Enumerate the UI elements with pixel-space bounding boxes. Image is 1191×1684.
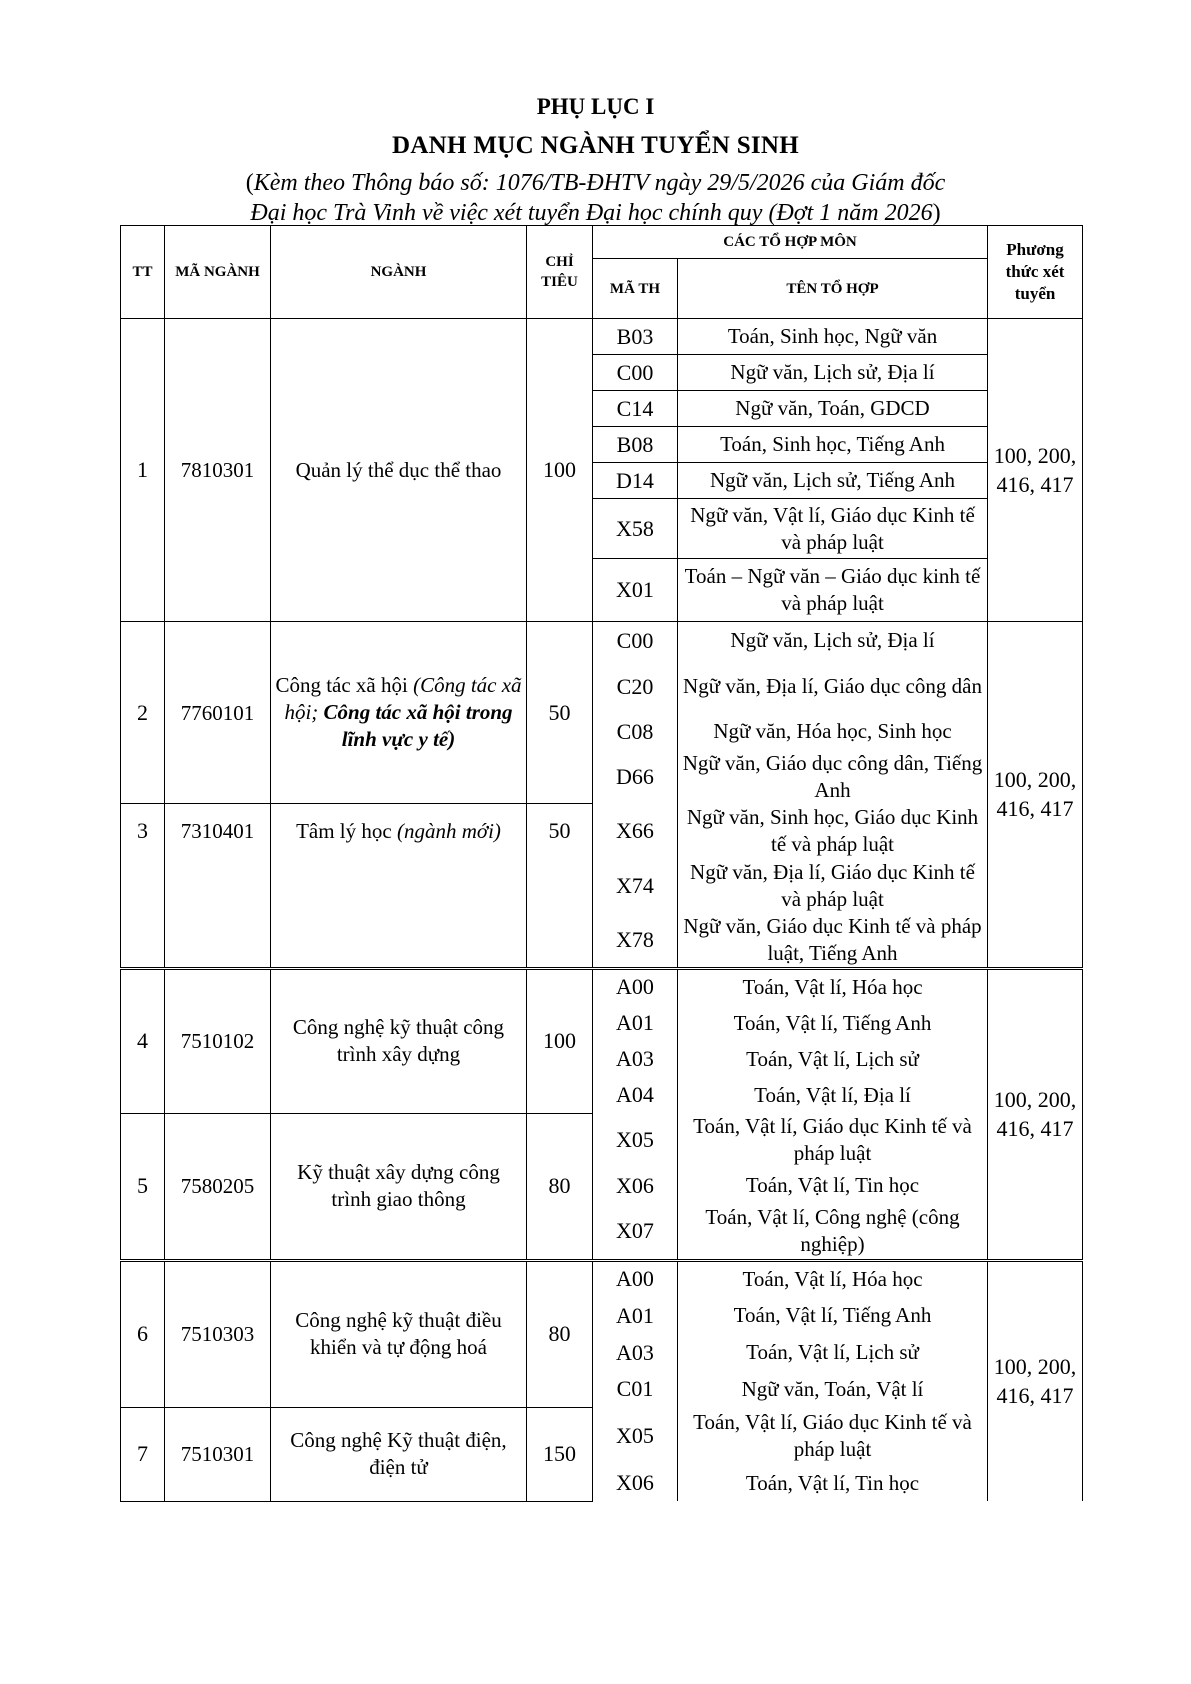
combo-code: A03 (593, 1334, 678, 1371)
admission-table (120, 225, 1083, 1502)
ma-nganh-cell: 7510301 (165, 1407, 271, 1501)
combo-code: C00 (593, 355, 678, 391)
nganh-cell: Công nghệ kỹ thuật công trình xây dựng (271, 968, 527, 1113)
col-group-to-hop: CÁC TỔ HỢP MÔN (593, 226, 988, 259)
nganh-cell: Kỹ thuật xây dựng công trình giao thông (271, 1113, 527, 1260)
ma-nganh-cell: 7510303 (165, 1260, 271, 1407)
combo-name: Ngữ văn, Lịch sử, Tiếng Anh (678, 463, 988, 499)
combo-name: Toán, Sinh học, Tiếng Anh (678, 427, 988, 463)
ma-nganh-cell: 7760101 (165, 622, 271, 804)
combo-code: C08 (593, 714, 678, 750)
combo-code: X06 (593, 1167, 678, 1204)
combo-code: C00 (593, 622, 678, 660)
combo-name: Toán, Vật lí, Tiếng Anh (678, 1297, 988, 1334)
nganh-cell: Công nghệ kỹ thuật điều khiển và tự động hoá (271, 1260, 527, 1407)
combo-name: Toán, Vật lí, Giáo dục Kinh tế và pháp luật (678, 1407, 988, 1465)
nganh-cell: Quản lý thể dục thể thao (271, 319, 527, 622)
col-tt: TT (121, 226, 165, 319)
table-row (121, 1260, 1083, 1297)
combo-code: D66 (593, 750, 678, 804)
list-title: DANH MỤC NGÀNH TUYỂN SINH (391, 132, 800, 159)
col-ma-nganh: MÃ NGÀNH (165, 226, 271, 319)
combo-code: A00 (593, 1260, 678, 1297)
combo-code: X58 (593, 499, 678, 559)
combo-name: Toán, Vật lí, Tiếng Anh (678, 1005, 988, 1041)
combo-code: B08 (593, 427, 678, 463)
combo-name: Toán, Vật lí, Giáo dục Kinh tế và pháp luật (678, 1113, 988, 1167)
method-cell: 100, 200, 416, 417 (988, 319, 1083, 622)
table-row (121, 319, 1083, 355)
col-phuong-thuc: Phương thức xét tuyển (988, 226, 1083, 319)
combo-name: Ngữ văn, Địa lí, Giáo dục Kinh tế và pháp luật (678, 859, 988, 913)
combo-name: Toán, Vật lí, Công nghệ (công nghiệp) (678, 1204, 988, 1260)
combo-code: A01 (593, 1297, 678, 1334)
chi-tieu-cell: 80 (527, 1260, 593, 1407)
combo-code: A01 (593, 1005, 678, 1041)
subtitle (0, 168, 1191, 228)
method-cell: 100, 200, 416, 417 (988, 622, 1083, 969)
nganh-plain: Tâm lý học (296, 819, 397, 843)
combo-code: X66 (593, 804, 678, 859)
method-cell: 100, 200, 416, 417 (988, 1260, 1083, 1501)
nganh-bold-italic: Công tác xã hội trong lĩnh vực y tế) (323, 700, 513, 751)
combo-name: Ngữ văn, Lịch sử, Địa lí (678, 622, 988, 660)
nganh-plain: Công tác xã hội (275, 673, 414, 697)
nganh-cell (271, 622, 527, 804)
chi-tieu-cell: 100 (527, 968, 593, 1113)
combo-code: A04 (593, 1077, 678, 1113)
tt-cell: 1 (121, 319, 165, 622)
chi-tieu-cell: 50 (527, 622, 593, 804)
appendix-title: PHỤ LỤC I (536, 94, 655, 119)
combo-code: X05 (593, 1113, 678, 1167)
combo-name: Toán – Ngữ văn – Giáo dục kinh tế và pháp luật (678, 559, 988, 622)
combo-code: D14 (593, 463, 678, 499)
combo-name: Toán, Vật lí, Hóa học (678, 968, 988, 1005)
nganh-cell (271, 804, 527, 969)
tt-cell: 4 (121, 968, 165, 1113)
combo-name: Toán, Vật lí, Hóa học (678, 1260, 988, 1297)
combo-code: A00 (593, 968, 678, 1005)
combo-code: X07 (593, 1204, 678, 1260)
table-row (121, 968, 1083, 1005)
combo-code: X78 (593, 913, 678, 969)
combo-name: Ngữ văn, Toán, GDCD (678, 391, 988, 427)
tt-cell: 6 (121, 1260, 165, 1407)
chi-tieu-cell: 150 (527, 1407, 593, 1501)
table-row (121, 804, 1083, 859)
table-row (121, 622, 1083, 660)
table-row (121, 1113, 1083, 1167)
combo-name: Toán, Vật lí, Tin học (678, 1167, 988, 1204)
subtitle-close: ) (932, 200, 941, 226)
combo-name: Ngữ văn, Vật lí, Giáo dục Kinh tế và pháp luật (678, 499, 988, 559)
tt-cell: 3 (121, 804, 165, 969)
chi-tieu-cell: 100 (527, 319, 593, 622)
col-nganh: NGÀNH (271, 226, 527, 319)
combo-code: C14 (593, 391, 678, 427)
tt-cell: 5 (121, 1113, 165, 1260)
combo-code: C01 (593, 1371, 678, 1407)
chi-tieu-cell: 80 (527, 1113, 593, 1260)
combo-code: X06 (593, 1465, 678, 1501)
combo-code: X74 (593, 859, 678, 913)
col-chi-tieu: CHỈ TIÊU (527, 226, 593, 319)
combo-name: Toán, Sinh học, Ngữ văn (678, 319, 988, 355)
ma-nganh-cell: 7510102 (165, 968, 271, 1113)
tt-cell: 2 (121, 622, 165, 804)
ma-nganh-cell: 7580205 (165, 1113, 271, 1260)
combo-name: Ngữ văn, Giáo dục công dân, Tiếng Anh (678, 750, 988, 804)
table-header (121, 226, 1083, 319)
combo-name: Toán, Vật lí, Địa lí (678, 1077, 988, 1113)
method-cell: 100, 200, 416, 417 (988, 968, 1083, 1260)
combo-code: A03 (593, 1041, 678, 1077)
subtitle-line1: Kèm theo Thông báo số: 1076/TB-ĐHTV ngày 29/5/2026 của Giám đốc (253, 170, 946, 196)
col-ma-th: MÃ TH (593, 259, 678, 319)
combo-name: Ngữ văn, Toán, Vật lí (678, 1371, 988, 1407)
chi-tieu-cell: 50 (527, 804, 593, 969)
tt-cell: 7 (121, 1407, 165, 1501)
subtitle-open: ( (245, 170, 254, 196)
combo-name: Ngữ văn, Giáo dục Kinh tế và pháp luật, Tiếng Anh (678, 913, 988, 969)
nganh-italic: (Công tác xã hội; (284, 673, 522, 724)
combo-name: Toán, Vật lí, Lịch sử (678, 1041, 988, 1077)
combo-name: Toán, Vật lí, Lịch sử (678, 1334, 988, 1371)
subtitle-line2: Đại học Trà Vinh về việc xét tuyển Đại học chính quy (Đợt 1 năm 2026 (250, 200, 933, 226)
ma-nganh-cell: 7810301 (165, 319, 271, 622)
col-ten-to-hop: TÊN TỔ HỢP (678, 259, 988, 319)
combo-code: C20 (593, 660, 678, 714)
ma-nganh-cell: 7310401 (165, 804, 271, 969)
nganh-cell: Công nghệ Kỹ thuật điện, điện tử (271, 1407, 527, 1501)
combo-code: B03 (593, 319, 678, 355)
combo-name: Ngữ văn, Sinh học, Giáo dục Kinh tế và pháp luật (678, 804, 988, 859)
combo-name: Ngữ văn, Hóa học, Sinh học (678, 714, 988, 750)
combo-name: Ngữ văn, Lịch sử, Địa lí (678, 355, 988, 391)
nganh-italic: (ngành mới) (396, 819, 501, 843)
combo-name: Toán, Vật lí, Tin học (678, 1465, 988, 1501)
combo-code: X05 (593, 1407, 678, 1465)
table-row (121, 1407, 1083, 1465)
combo-name: Ngữ văn, Địa lí, Giáo dục công dân (678, 660, 988, 714)
combo-code: X01 (593, 559, 678, 622)
